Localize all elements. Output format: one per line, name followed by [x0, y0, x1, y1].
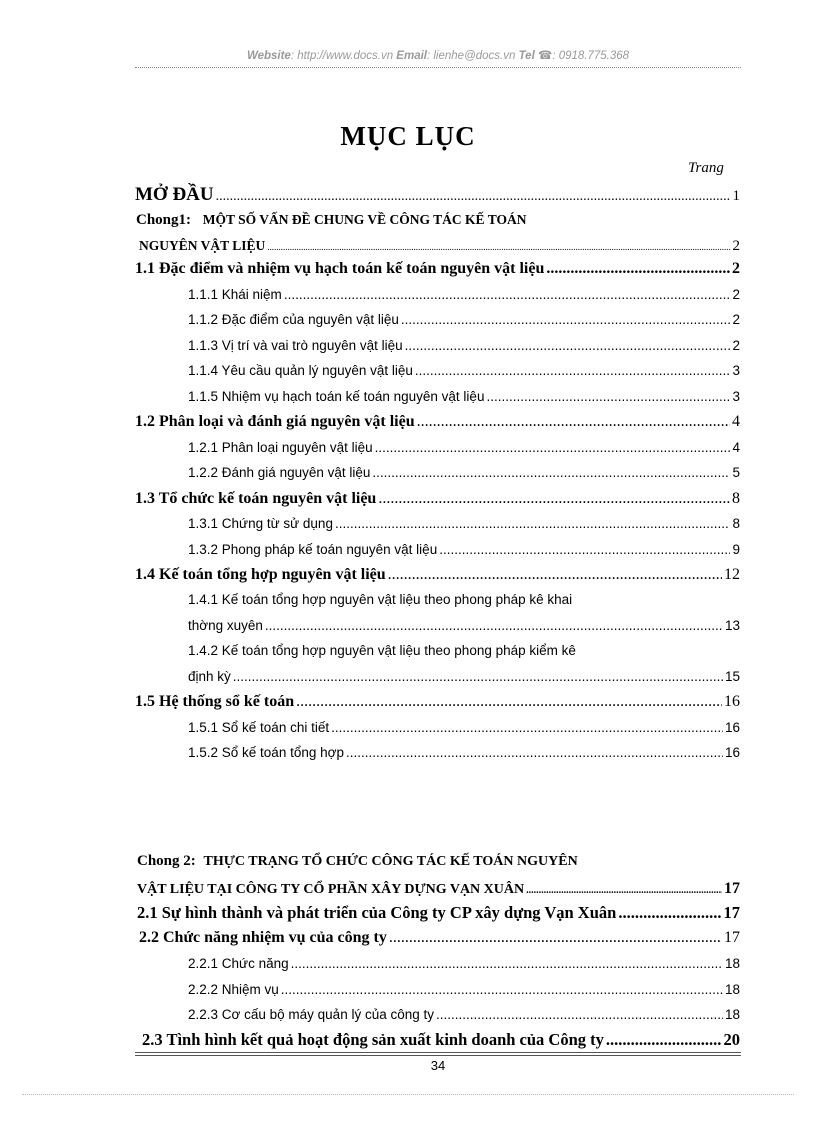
toc-page: 2 — [732, 287, 740, 302]
chapter-title: THỰC TRẠNG TỔ CHỨC CÔNG TÁC KẾ TOÁN NGUYÊN — [203, 854, 578, 869]
chapter-prefix: Chong 2: — [137, 853, 196, 869]
toc-label: 2.2.3 Cơ cấu bộ máy quản lý của công ty — [188, 1007, 434, 1022]
page-bottom-rule — [22, 1094, 794, 1095]
toc-label: 1.2.2 Đánh giá nguyên vật liệu — [188, 465, 371, 480]
toc-page: 5 — [732, 465, 740, 480]
trang-label: Trang — [688, 160, 724, 176]
toc-label: 1.1.3 Vị trí và vai trò nguyên vật liệu — [188, 338, 403, 353]
toc-entry-1-1-4[interactable] — [188, 363, 740, 378]
toc-page: 2 — [732, 338, 740, 353]
toc-entry-1-5[interactable] — [135, 693, 740, 711]
toc-entry-2-3[interactable] — [142, 1030, 740, 1050]
toc-label: 1.2.1 Phân loại nguyên vật liệu — [188, 440, 373, 455]
website-label: Website — [246, 50, 291, 62]
toc-page: 4 — [732, 440, 740, 455]
tel-label: Tel — [518, 50, 535, 62]
toc-page: 18 — [724, 956, 740, 971]
toc-chapter2-line1[interactable] — [137, 853, 578, 870]
toc-label: 1.5 Hệ thống sổ kế toán — [135, 693, 295, 710]
toc-page: 4 — [732, 413, 740, 430]
toc-page: 9 — [732, 542, 740, 557]
toc-entry-2-2[interactable] — [139, 929, 740, 947]
toc-entry-1-1-5[interactable] — [188, 389, 740, 404]
chapter-title: MỘT SỐ VẤN ĐỀ CHUNG VỀ CÔNG TÁC KẾ TOÁN — [202, 212, 527, 227]
page-title: MỤC LỤC — [340, 121, 476, 151]
page-header — [135, 48, 741, 62]
toc-entry-1-4[interactable] — [135, 566, 740, 584]
toc-page: 2 — [732, 260, 740, 277]
website-value: : http://www.docs.vn — [290, 50, 394, 62]
toc-entry-1-4-2[interactable] — [188, 669, 740, 684]
toc-entry-1-3-1[interactable] — [188, 516, 740, 531]
toc-entry-1-4-2-line1[interactable]: 1.4.2 Kế toán tổng hợp nguyên vật liệu theo phong pháp kiểm kê — [188, 643, 576, 658]
toc-label: 2.2.1 Chức năng — [188, 956, 289, 971]
toc-page: 18 — [724, 982, 740, 997]
chapter-title-cont: NGUYÊN VẬT LIỆU — [139, 238, 266, 253]
toc-label: 2.3 Tình hình kết quả hoạt động sản xuất kinh doanh của Công ty — [142, 1030, 604, 1049]
chapter-title-cont: VẬT LIỆU TẠI CÔNG TY CỔ PHẦN XÂY DỰNG VẠN XUÂN — [137, 882, 525, 897]
toc-label: 1.1.2 Đặc điểm của nguyên vật liệu — [188, 312, 399, 327]
chapter-prefix: Chong1: — [136, 212, 192, 228]
toc-entry-1-1-3[interactable] — [188, 338, 740, 353]
toc-entry-1-2[interactable] — [135, 413, 740, 431]
toc-page: 3 — [732, 389, 740, 404]
toc-page: 20 — [723, 1030, 740, 1049]
toc-chapter2-line2[interactable] — [137, 880, 740, 898]
toc-entry-2-1[interactable] — [137, 903, 740, 923]
toc-label: 1.1.4 Yêu cầu quản lý nguyên vật liệu — [188, 363, 413, 378]
toc-entry-1-2-2[interactable] — [188, 465, 740, 480]
toc-entry-1-1[interactable] — [135, 260, 740, 278]
toc-entry-1-1-2[interactable] — [188, 312, 740, 327]
toc-page: 15 — [724, 669, 740, 684]
toc-label: 1.2 Phân loại và đánh giá nguyên vật liệu — [135, 413, 415, 430]
toc-entry-1-5-2[interactable] — [188, 745, 740, 760]
toc-entry-2-2-3[interactable] — [188, 1007, 740, 1022]
toc-entry-2-2-2[interactable] — [188, 982, 740, 997]
toc-page: 8 — [732, 516, 740, 531]
toc-page: 1 — [732, 188, 740, 204]
toc-page: 17 — [724, 929, 740, 946]
toc-page: 18 — [724, 1007, 740, 1022]
toc-entry-1-3[interactable] — [135, 490, 740, 508]
email-label: Email — [396, 50, 427, 62]
toc-label: định kỳ — [188, 669, 231, 684]
toc-label: 1.1 Đặc điểm và nhiệm vụ hạch toán kế toán nguyên vật liệu — [135, 260, 545, 277]
toc-entry-2-2-1[interactable] — [188, 956, 740, 971]
toc-page: 16 — [724, 693, 740, 710]
toc-label: thờng xuyên — [188, 618, 263, 633]
footer-rule — [135, 1052, 741, 1053]
toc-entry-1-5-1[interactable] — [188, 720, 740, 735]
tel-value: : 0918.775.368 — [552, 50, 630, 62]
toc-label: 1.4 Kế toán tổng hợp nguyên vật liệu — [135, 566, 386, 583]
email-value: : lienhe@docs.vn — [426, 50, 516, 62]
footer-rule-double — [135, 1055, 741, 1056]
toc-page: 8 — [732, 490, 740, 507]
toc-label: 1.3.1 Chứng từ sử dụng — [188, 516, 333, 531]
toc-label: 1.3 Tổ chức kế toán nguyên vật liệu — [135, 490, 377, 507]
toc-entry-1-2-1[interactable] — [188, 440, 740, 455]
toc-label: 2.2 Chức năng nhiệm vụ của công ty — [139, 929, 387, 946]
toc-label: 1.1.1 Khái niệm — [188, 287, 282, 302]
toc-page: 2 — [732, 312, 740, 327]
toc-page: 16 — [724, 745, 740, 760]
toc-label: 2.1 Sự hình thành và phát triển của Công ty CP xây dựng Vạn Xuân — [137, 903, 617, 922]
page-number: 34 — [430, 1058, 446, 1073]
toc-label: 1.5.2 Sổ kế toán tổng hợp — [188, 745, 344, 760]
toc-page: 2 — [732, 238, 740, 254]
phone-icon: ☎ — [537, 50, 553, 62]
toc-label: 1.1.5 Nhiệm vụ hạch toán kế toán nguyên vật liệu — [188, 389, 485, 404]
toc-chapter1-line1[interactable] — [136, 212, 526, 229]
toc-page: 3 — [732, 363, 740, 378]
toc-page: 17 — [723, 903, 740, 922]
toc-entry-1-4-1-line1[interactable]: 1.4.1 Kế toán tổng hợp nguyên vật liệu theo phong pháp kê khai — [188, 592, 573, 607]
toc-label: MỞ ĐẦU — [135, 184, 214, 205]
toc-label: 2.2.2 Nhiệm vụ — [188, 982, 279, 997]
toc-label: 1.5.1 Sổ kế toán chi tiết — [188, 720, 330, 735]
toc-entry-1-3-2[interactable] — [188, 542, 740, 557]
toc-entry-1-1-1[interactable] — [188, 287, 740, 302]
toc-page: 12 — [724, 566, 740, 583]
toc-entry-mo-dau[interactable] — [135, 184, 740, 206]
header-rule — [135, 67, 741, 68]
toc-page: 16 — [724, 720, 740, 735]
toc-page: 17 — [724, 880, 740, 897]
toc-page: 13 — [724, 618, 740, 633]
toc-label: 1.3.2 Phong pháp kế toán nguyên vật liệu — [188, 542, 438, 557]
toc-chapter1-line2[interactable] — [139, 238, 740, 255]
toc-entry-1-4-1[interactable] — [188, 618, 740, 633]
